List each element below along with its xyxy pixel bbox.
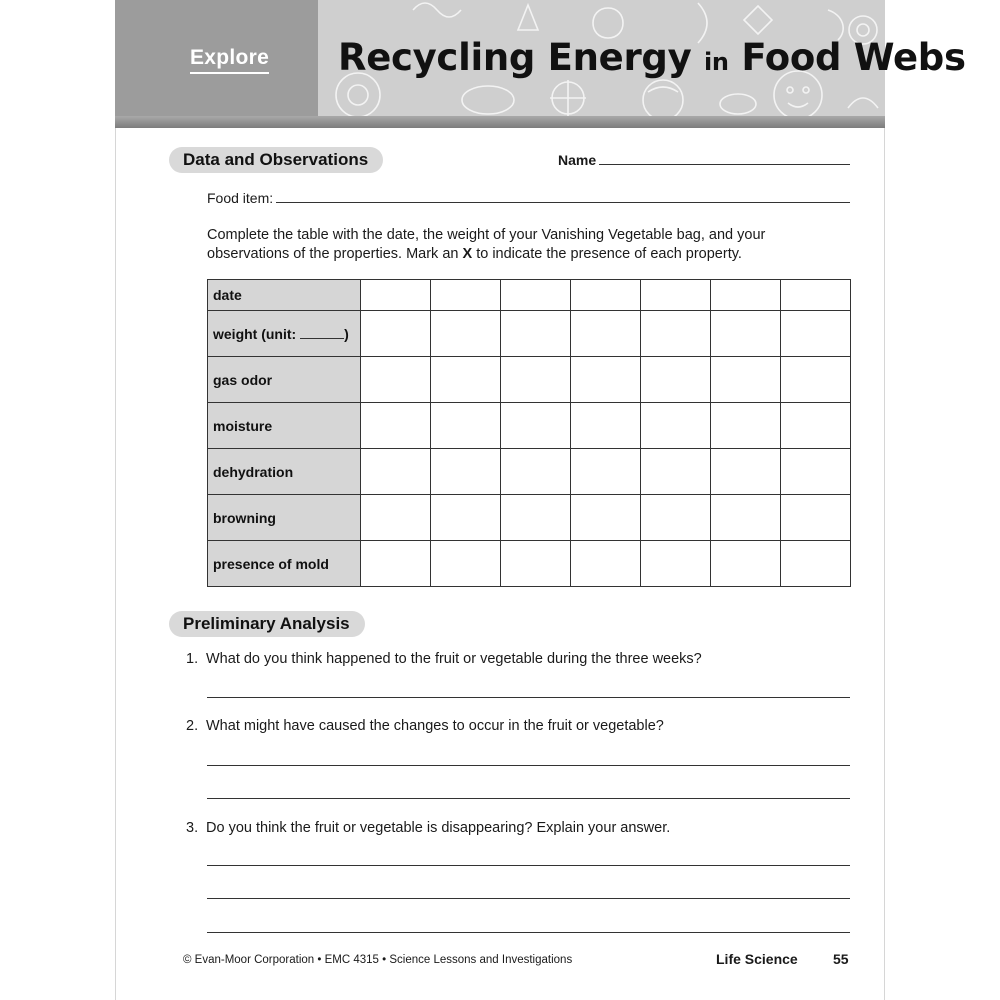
answer-line[interactable] bbox=[207, 798, 850, 799]
table-row bbox=[208, 280, 851, 311]
data-observations-heading: Data and Observations bbox=[169, 147, 383, 173]
table-cell[interactable] bbox=[781, 541, 851, 587]
table-cell[interactable] bbox=[431, 403, 501, 449]
table-cell[interactable] bbox=[501, 403, 571, 449]
table-row bbox=[208, 449, 851, 495]
table-cell[interactable] bbox=[711, 403, 781, 449]
table-cell[interactable] bbox=[641, 357, 711, 403]
table-cell[interactable] bbox=[431, 541, 501, 587]
table-cell[interactable] bbox=[571, 495, 641, 541]
question-1 bbox=[186, 651, 702, 667]
instructions-part1: Complete the table with the date, the weight of your Vanishing Vegetable bag, and your observations of the properties. Mark an bbox=[207, 227, 766, 262]
row-label-browning: browning bbox=[208, 495, 361, 541]
table-cell[interactable] bbox=[641, 280, 711, 311]
table-cell[interactable] bbox=[431, 280, 501, 311]
row-label-gas-odor: gas odor bbox=[208, 357, 361, 403]
table-cell[interactable] bbox=[711, 449, 781, 495]
table-cell[interactable] bbox=[501, 449, 571, 495]
table-cell[interactable] bbox=[361, 280, 431, 311]
table-cell[interactable] bbox=[711, 495, 781, 541]
table-cell[interactable] bbox=[361, 357, 431, 403]
answer-line[interactable] bbox=[207, 865, 850, 866]
question-number: 3. bbox=[186, 820, 199, 836]
question-text: What might have caused the changes to occur in the fruit or vegetable? bbox=[206, 718, 664, 734]
table-cell[interactable] bbox=[571, 357, 641, 403]
table-cell[interactable] bbox=[501, 357, 571, 403]
table-row bbox=[208, 495, 851, 541]
footer-subject: Life Science bbox=[716, 951, 798, 967]
table-row bbox=[208, 403, 851, 449]
table-cell[interactable] bbox=[571, 403, 641, 449]
table-cell[interactable] bbox=[501, 541, 571, 587]
page-number: 55 bbox=[833, 951, 849, 967]
table-cell[interactable] bbox=[361, 311, 431, 357]
page-title bbox=[338, 36, 966, 79]
table-cell[interactable] bbox=[361, 403, 431, 449]
table-cell[interactable] bbox=[641, 311, 711, 357]
table-cell[interactable] bbox=[711, 280, 781, 311]
table-cell[interactable] bbox=[641, 495, 711, 541]
table-cell[interactable] bbox=[431, 449, 501, 495]
table-cell[interactable] bbox=[501, 311, 571, 357]
preliminary-analysis-heading: Preliminary Analysis bbox=[169, 611, 365, 637]
question-number: 1. bbox=[186, 651, 199, 667]
table-cell[interactable] bbox=[781, 449, 851, 495]
explore-tag: Explore bbox=[190, 46, 269, 74]
row-label-moisture: moisture bbox=[208, 403, 361, 449]
row-label-date: date bbox=[208, 280, 361, 311]
header-divider-bar bbox=[115, 116, 885, 128]
instructions-text bbox=[207, 226, 827, 264]
title-part1: Recycling Energy bbox=[338, 36, 692, 79]
table-cell[interactable] bbox=[571, 449, 641, 495]
weight-unit-blank[interactable] bbox=[300, 326, 344, 339]
table-cell[interactable] bbox=[781, 357, 851, 403]
table-cell[interactable] bbox=[781, 495, 851, 541]
food-item-field[interactable] bbox=[276, 202, 850, 203]
instructions-mark: X bbox=[462, 246, 473, 262]
answer-line[interactable] bbox=[207, 932, 850, 933]
table-cell[interactable] bbox=[431, 357, 501, 403]
table-cell[interactable] bbox=[431, 495, 501, 541]
footer-credit: © Evan-Moor Corporation • EMC 4315 • Science Lessons and Investigations bbox=[183, 954, 573, 966]
table-cell[interactable] bbox=[431, 311, 501, 357]
table-cell[interactable] bbox=[501, 280, 571, 311]
answer-line[interactable] bbox=[207, 765, 850, 766]
table-cell[interactable] bbox=[571, 280, 641, 311]
row-label-presence-of-mold: presence of mold bbox=[208, 541, 361, 587]
table-cell[interactable] bbox=[781, 403, 851, 449]
table-cell[interactable] bbox=[361, 541, 431, 587]
question-text: Do you think the fruit or vegetable is disappearing? Explain your answer. bbox=[206, 820, 671, 836]
name-field[interactable] bbox=[599, 164, 850, 165]
table-cell[interactable] bbox=[781, 311, 851, 357]
question-text: What do you think happened to the fruit or vegetable during the three weeks? bbox=[206, 651, 702, 667]
answer-line[interactable] bbox=[207, 697, 850, 698]
table-cell[interactable] bbox=[781, 280, 851, 311]
table-cell[interactable] bbox=[711, 311, 781, 357]
answer-line[interactable] bbox=[207, 898, 850, 899]
title-in: in bbox=[704, 48, 729, 76]
table-cell[interactable] bbox=[361, 495, 431, 541]
table-cell[interactable] bbox=[711, 357, 781, 403]
table-cell[interactable] bbox=[641, 541, 711, 587]
table-cell[interactable] bbox=[641, 449, 711, 495]
table-cell[interactable] bbox=[711, 541, 781, 587]
table-cell[interactable] bbox=[571, 541, 641, 587]
table-cell[interactable] bbox=[361, 449, 431, 495]
weight-label: weight (unit: bbox=[213, 325, 297, 342]
row-label-dehydration: dehydration bbox=[208, 449, 361, 495]
question-2 bbox=[186, 718, 664, 734]
food-item-label: Food item: bbox=[207, 190, 274, 206]
table-cell[interactable] bbox=[641, 403, 711, 449]
table-cell[interactable] bbox=[501, 495, 571, 541]
question-3 bbox=[186, 820, 670, 836]
name-label: Name bbox=[558, 152, 597, 168]
title-part2: Food Webs bbox=[741, 36, 966, 79]
question-number: 2. bbox=[186, 718, 199, 734]
instructions-part2: to indicate the presence of each property. bbox=[472, 246, 742, 262]
observations-table bbox=[207, 279, 851, 587]
table-cell[interactable] bbox=[571, 311, 641, 357]
table-row bbox=[208, 311, 851, 357]
table-row bbox=[208, 541, 851, 587]
table-row bbox=[208, 357, 851, 403]
weight-label-suffix: ) bbox=[344, 325, 349, 342]
row-label-weight bbox=[208, 311, 361, 357]
